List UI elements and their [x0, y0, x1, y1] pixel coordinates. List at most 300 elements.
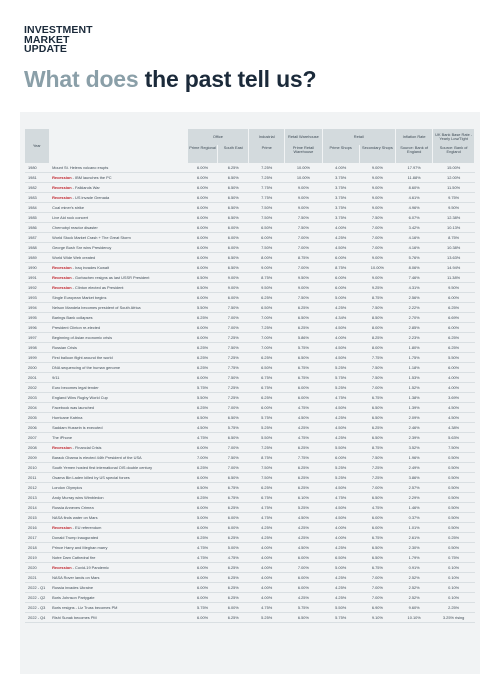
event-text: Coal miner's strike — [52, 205, 84, 210]
cell-bank-base-rate: 12.00% — [433, 173, 475, 183]
recession-tag: Recession — [52, 525, 72, 530]
cell-industrial-prime: 8.75% — [249, 273, 285, 283]
cell-office-prime-regional: 4.75% — [187, 553, 218, 563]
cell-industrial-prime: 7.75% — [249, 193, 285, 203]
table-row — [25, 483, 475, 493]
cell-office-south-east: 7.25% — [218, 383, 249, 393]
cell-office-south-east: 6.25% — [218, 573, 249, 583]
cell-industrial-prime: 4.75% — [249, 503, 285, 513]
event-text: Mount St. Helens volcano erupts — [52, 165, 109, 170]
cell-bank-base-rate: 0.50% — [433, 493, 475, 503]
cell-year: 2014 — [25, 503, 49, 513]
cell-retail-prime-shops: 4.50% — [322, 353, 359, 363]
cell-retail-prime-shops: 6.50% — [322, 553, 359, 563]
cell-retail-prime-shops: 4.50% — [322, 243, 359, 253]
cell-year: 1993 — [25, 293, 49, 303]
cell-inflation-rate: 4.96% — [396, 203, 433, 213]
cell-office-prime-regional: 4.50% — [187, 423, 218, 433]
cell-event — [49, 563, 187, 573]
cell-year: 2005 — [25, 413, 49, 423]
cell-event — [49, 233, 187, 243]
table-row — [25, 393, 475, 403]
cell-industrial-prime: 4.00% — [249, 583, 285, 593]
cell-retail-secondary-shops: 9.00% — [359, 163, 395, 173]
event-text: Donald Trump inaugurated — [52, 535, 99, 540]
event-text: - IBM launches the PC — [71, 175, 112, 180]
cell-retail-secondary-shops: 8.25% — [359, 333, 395, 343]
cell-industrial-prime: 7.75% — [249, 183, 285, 193]
cell-industrial-prime: 6.75% — [249, 373, 285, 383]
cell-event — [49, 183, 187, 193]
cell-office-prime-regional: 6.25% — [187, 403, 218, 413]
cell-year: 2017 — [25, 533, 49, 543]
cell-office-prime-regional: 6.25% — [187, 363, 218, 373]
cell-retail-prime-shops: 6.00% — [322, 283, 359, 293]
cell-inflation-rate: 8.60% — [396, 183, 433, 193]
cell-retail-warehouse-prime: 4.25% — [285, 533, 322, 543]
event-text: Boris Johnson Partygate — [52, 595, 95, 600]
cell-retail-warehouse-prime: 5.25% — [285, 503, 322, 513]
cell-office-prime-regional: 6.50% — [187, 483, 218, 493]
cell-bank-base-rate: 14.94% — [433, 263, 475, 273]
cell-industrial-prime: 7.00% — [249, 343, 285, 353]
cell-office-south-east: 6.50% — [218, 473, 249, 483]
cell-year: 2018 — [25, 543, 49, 553]
cell-retail-prime-shops: 6.00% — [322, 453, 359, 463]
cell-retail-prime-shops: 4.00% — [322, 523, 359, 533]
cell-year: 1980 — [25, 163, 49, 173]
cell-inflation-rate: 2.57% — [396, 483, 433, 493]
event-text: Rishi Sunak becomes PM — [52, 615, 97, 620]
cell-industrial-prime: 8.75% — [249, 453, 285, 463]
cell-retail-warehouse-prime: 6.25% — [285, 303, 322, 313]
table-row — [25, 423, 475, 433]
cell-bank-base-rate: 7.50% — [433, 443, 475, 453]
cell-retail-warehouse-prime: 4.25% — [285, 593, 322, 603]
cell-inflation-rate: 2.29% — [396, 493, 433, 503]
cell-year: 2000 — [25, 363, 49, 373]
cell-office-south-east: 5.00% — [218, 543, 249, 553]
cell-retail-warehouse-prime: 6.25% — [285, 463, 322, 473]
cell-retail-secondary-shops: 6.90% — [359, 603, 395, 613]
cell-industrial-prime: 5.75% — [249, 413, 285, 423]
table-row — [25, 603, 475, 613]
cell-bank-base-rate: 6.00% — [433, 323, 475, 333]
cell-retail-warehouse-prime: 6.00% — [285, 383, 322, 393]
cell-industrial-prime: 5.25% — [249, 613, 285, 623]
event-text: Nelson Mandela becomes president of South Africa — [52, 305, 141, 310]
cell-inflation-rate: 9.60% — [396, 603, 433, 613]
cell-office-south-east: 6.00% — [218, 523, 249, 533]
cell-industrial-prime: 4.75% — [249, 513, 285, 523]
cell-retail-prime-shops: 4.25% — [322, 233, 359, 243]
cell-office-south-east: 7.50% — [218, 373, 249, 383]
cell-industrial-prime: 7.25% — [249, 173, 285, 183]
cell-retail-prime-shops: 4.50% — [322, 513, 359, 523]
event-text: England Wins Rugby World Cup — [52, 395, 108, 400]
cell-retail-warehouse-prime: 9.00% — [285, 203, 322, 213]
cell-bank-base-rate: 6.25% — [433, 343, 475, 353]
cell-retail-prime-shops: 4.34% — [322, 313, 359, 323]
cell-office-prime-regional: 6.50% — [187, 273, 218, 283]
event-text: Single European Market begins — [52, 295, 107, 300]
cell-industrial-prime: 6.25% — [249, 353, 285, 363]
cell-event — [49, 443, 187, 453]
cell-retail-prime-shops: 4.50% — [322, 343, 359, 353]
cell-retail-warehouse-prime: 6.50% — [285, 353, 322, 363]
cell-inflation-rate: 2.22% — [396, 303, 433, 313]
cell-year: 1997 — [25, 333, 49, 343]
cell-year: 1988 — [25, 243, 49, 253]
cell-retail-prime-shops: 4.50% — [322, 503, 359, 513]
cell-industrial-prime: 8.00% — [249, 253, 285, 263]
cell-industrial-prime: 9.50% — [249, 283, 285, 293]
cell-retail-prime-shops: 4.75% — [322, 393, 359, 403]
cell-year: 2013 — [25, 493, 49, 503]
cell-bank-base-rate: 12.38% — [433, 213, 475, 223]
cell-retail-secondary-shops: 6.75% — [359, 393, 395, 403]
cell-event — [49, 403, 187, 413]
cell-bank-base-rate: 4.00% — [433, 373, 475, 383]
cell-bank-base-rate: 15.00% — [433, 163, 475, 173]
cell-office-south-east: 6.50% — [218, 263, 249, 273]
cell-event — [49, 293, 187, 303]
cell-year: 1995 — [25, 313, 49, 323]
cell-retail-secondary-shops: 9.00% — [359, 193, 395, 203]
cell-inflation-rate: 1.79% — [396, 553, 433, 563]
cell-office-south-east: 6.50% — [218, 173, 249, 183]
cell-office-prime-regional: 6.25% — [187, 353, 218, 363]
cell-retail-prime-shops: 5.25% — [322, 363, 359, 373]
cell-office-south-east: 6.00% — [218, 293, 249, 303]
cell-retail-warehouse-prime: 5.75% — [285, 603, 322, 613]
event-text: Osama Bin Laden killed by US special forces — [52, 475, 130, 480]
cell-inflation-rate: 1.96% — [396, 453, 433, 463]
cell-retail-secondary-shops: 8.00% — [359, 343, 395, 353]
col-header-bank-base-rate: UK Bank Base Rate - Yearly Low/Tight — [433, 129, 475, 145]
recession-tag: Recession — [52, 445, 72, 450]
cell-retail-secondary-shops: 8.75% — [359, 293, 395, 303]
cell-office-south-east: 5.75% — [218, 423, 249, 433]
cell-retail-secondary-shops: 4.75% — [359, 503, 395, 513]
cell-inflation-rate: 2.56% — [396, 293, 433, 303]
cell-industrial-prime: 4.00% — [249, 593, 285, 603]
cell-office-south-east: 6.50% — [218, 213, 249, 223]
cell-event — [49, 323, 187, 333]
cell-bank-base-rate: 11.38% — [433, 273, 475, 283]
col-header-industrial: Industrial — [249, 129, 285, 145]
cell-retail-secondary-shops: 9.00% — [359, 273, 395, 283]
cell-industrial-prime: 7.25% — [249, 163, 285, 173]
cell-year: 1981 — [25, 173, 49, 183]
cell-event — [49, 613, 187, 623]
cell-year: 2020 — [25, 563, 49, 573]
col-header-south-east: South East — [218, 145, 249, 163]
cell-retail-warehouse-prime: 4.25% — [285, 523, 322, 533]
cell-retail-warehouse-prime: 6.25% — [285, 323, 322, 333]
cell-year: 2016 — [25, 523, 49, 533]
cell-retail-secondary-shops: 6.50% — [359, 433, 395, 443]
cell-inflation-rate: 1.18% — [396, 363, 433, 373]
event-text: Russia invades Ukraine — [52, 585, 93, 590]
event-text: President Clinton re-elected — [52, 325, 101, 330]
event-text: Barings Bank collapses — [52, 315, 93, 320]
cell-event — [49, 373, 187, 383]
table-row — [25, 403, 475, 413]
cell-retail-warehouse-prime: 9.00% — [285, 283, 322, 293]
cell-office-prime-regional: 6.00% — [187, 613, 218, 623]
event-text: Boris resigns - Liz Truss becomes PM — [52, 605, 118, 610]
cell-bank-base-rate: 11.50% — [433, 183, 475, 193]
table-body — [25, 163, 475, 623]
cell-year: 1986 — [25, 223, 49, 233]
event-text: DNA sequencing of the human genome — [52, 365, 121, 370]
event-text: London Olympics — [52, 485, 83, 490]
col-header-source-inflation: Source: Bank of England — [396, 145, 433, 163]
cell-retail-prime-shops: 5.50% — [322, 603, 359, 613]
cell-retail-warehouse-prime: 7.50% — [285, 293, 322, 303]
cell-retail-warehouse-prime: 6.00% — [285, 573, 322, 583]
cell-office-prime-regional: 6.00% — [187, 173, 218, 183]
table-row — [25, 263, 475, 273]
cell-event — [49, 193, 187, 203]
cell-event — [49, 213, 187, 223]
cell-retail-warehouse-prime: 6.00% — [285, 393, 322, 403]
cell-bank-base-rate: 10.13% — [433, 223, 475, 233]
cell-office-prime-regional: 6.00% — [187, 183, 218, 193]
col-header-prime-regional: Prime Regional — [187, 145, 218, 163]
cell-office-prime-regional: 6.00% — [187, 213, 218, 223]
cell-inflation-rate: 1.46% — [396, 503, 433, 513]
cell-bank-base-rate: 4.50% — [433, 403, 475, 413]
col-header-year: Year — [25, 129, 49, 163]
cell-bank-base-rate: 9.50% — [433, 283, 475, 293]
cell-office-south-east: 4.75% — [218, 553, 249, 563]
cell-office-prime-regional: 6.00% — [187, 263, 218, 273]
cell-industrial-prime: 7.50% — [249, 203, 285, 213]
cell-industrial-prime: 6.50% — [249, 223, 285, 233]
cell-year: 2015 — [25, 513, 49, 523]
cell-retail-warehouse-prime: 6.00% — [285, 553, 322, 563]
cell-retail-prime-shops: 4.75% — [322, 493, 359, 503]
table-row — [25, 473, 475, 483]
cell-office-south-east: 6.25% — [218, 613, 249, 623]
cell-industrial-prime: 6.00% — [249, 233, 285, 243]
cell-event — [49, 463, 187, 473]
cell-year: 2022 - Q4 — [25, 613, 49, 623]
cell-retail-warehouse-prime: 5.86% — [285, 333, 322, 343]
table-row — [25, 313, 475, 323]
cell-retail-warehouse-prime: 4.50% — [285, 513, 322, 523]
cell-industrial-prime: 9.00% — [249, 263, 285, 273]
cell-industrial-prime: 6.25% — [249, 293, 285, 303]
cell-year: 1989 — [25, 253, 49, 263]
cell-bank-base-rate: 0.50% — [433, 483, 475, 493]
cell-inflation-rate: 17.97% — [396, 163, 433, 173]
cell-retail-secondary-shops: 9.00% — [359, 183, 395, 193]
cell-bank-base-rate: 6.00% — [433, 293, 475, 303]
cell-inflation-rate: 0.91% — [396, 563, 433, 573]
event-text: South Yemen hosted first international OIS double century — [52, 465, 153, 470]
event-text: Saddam Hussein is executed — [52, 425, 103, 430]
cell-bank-base-rate: 8.75% — [433, 233, 475, 243]
cell-year: 1991 — [25, 273, 49, 283]
cell-inflation-rate: 2.23% — [396, 333, 433, 343]
cell-bank-base-rate: 0.50% — [433, 463, 475, 473]
cell-office-prime-regional: 6.50% — [187, 413, 218, 423]
col-header-inflation-rate: Inflation Rate — [396, 129, 433, 145]
cell-inflation-rate: 3.52% — [396, 443, 433, 453]
cell-retail-secondary-shops: 7.25% — [359, 463, 395, 473]
cell-event — [49, 283, 187, 293]
cell-inflation-rate: 4.16% — [396, 233, 433, 243]
cell-year: 2022 - Q2 — [25, 593, 49, 603]
cell-retail-warehouse-prime: 9.00% — [285, 183, 322, 193]
cell-retail-prime-shops: 5.00% — [322, 293, 359, 303]
brand-logo — [24, 26, 93, 55]
cell-inflation-rate: 8.06% — [396, 263, 433, 273]
cell-office-south-east: 7.00% — [218, 463, 249, 473]
cell-office-south-east: 7.25% — [218, 353, 249, 363]
cell-retail-secondary-shops: 7.50% — [359, 453, 395, 463]
cell-office-prime-regional: 5.75% — [187, 383, 218, 393]
cell-inflation-rate: 1.01% — [396, 523, 433, 533]
cell-office-south-east: 6.25% — [218, 503, 249, 513]
cell-retail-secondary-shops: 9.00% — [359, 203, 395, 213]
cell-office-south-east: 7.00% — [218, 403, 249, 413]
cell-inflation-rate: 2.85% — [396, 323, 433, 333]
cell-year: 2022 - Q3 — [25, 603, 49, 613]
recession-tag: Recession — [52, 275, 72, 280]
cell-office-prime-regional: 6.25% — [187, 463, 218, 473]
cell-office-prime-regional: 6.25% — [187, 313, 218, 323]
event-text: Euro becomes legal tender — [52, 385, 99, 390]
cell-event — [49, 433, 187, 443]
cell-retail-secondary-shops: 7.50% — [359, 213, 395, 223]
cell-office-south-east: 6.50% — [218, 433, 249, 443]
event-text: - Clinton elected as President — [71, 285, 124, 290]
cell-event — [49, 583, 187, 593]
cell-event — [49, 553, 187, 563]
cell-retail-warehouse-prime: 6.75% — [285, 373, 322, 383]
cell-event — [49, 393, 187, 403]
cell-retail-secondary-shops: 6.25% — [359, 423, 395, 433]
cell-office-south-east: 6.25% — [218, 533, 249, 543]
cell-office-prime-regional: 6.25% — [187, 533, 218, 543]
event-text: - Falklands War — [71, 185, 100, 190]
cell-office-south-east: 7.00% — [218, 313, 249, 323]
cell-office-prime-regional: 6.00% — [187, 523, 218, 533]
cell-year: 2004 — [25, 403, 49, 413]
cell-industrial-prime: 4.25% — [249, 523, 285, 533]
cell-retail-prime-shops: 3.75% — [322, 193, 359, 203]
table-row — [25, 253, 475, 263]
cell-industrial-prime: 5.50% — [249, 433, 285, 443]
table-row — [25, 443, 475, 453]
cell-retail-secondary-shops: 7.25% — [359, 473, 395, 483]
cell-retail-secondary-shops: 9.00% — [359, 173, 395, 183]
recession-tag: Recession — [52, 195, 72, 200]
event-text: Prince Harry and Meghan marry — [52, 545, 108, 550]
cell-event — [49, 253, 187, 263]
cell-retail-warehouse-prime: 5.75% — [285, 343, 322, 353]
cell-inflation-rate: 7.46% — [396, 273, 433, 283]
cell-industrial-prime: 4.75% — [249, 603, 285, 613]
cell-retail-secondary-shops: 7.50% — [359, 373, 395, 383]
cell-office-south-east: 7.00% — [218, 443, 249, 453]
table-row — [25, 373, 475, 383]
cell-year: 2022 - Q1 — [25, 583, 49, 593]
table-row — [25, 503, 475, 513]
cell-bank-base-rate: 6.69% — [433, 313, 475, 323]
cell-office-south-east: 6.25% — [218, 163, 249, 173]
cell-industrial-prime: 6.50% — [249, 363, 285, 373]
table-row — [25, 293, 475, 303]
cell-retail-secondary-shops: 6.75% — [359, 533, 395, 543]
event-text: Chernobyl reactor disaster — [52, 225, 98, 230]
cell-inflation-rate: 2.61% — [396, 533, 433, 543]
recession-tag: Recession — [52, 265, 72, 270]
cell-retail-secondary-shops: 7.00% — [359, 243, 395, 253]
event-text: Russian Crisis — [52, 345, 77, 350]
table-row — [25, 513, 475, 523]
cell-retail-warehouse-prime: 7.00% — [285, 563, 322, 573]
cell-bank-base-rate: 9.50% — [433, 203, 475, 213]
cell-event — [49, 513, 187, 523]
cell-bank-base-rate: 4.38% — [433, 423, 475, 433]
cell-retail-secondary-shops: 7.00% — [359, 593, 395, 603]
cell-bank-base-rate: 4.00% — [433, 383, 475, 393]
cell-retail-secondary-shops: 6.50% — [359, 543, 395, 553]
cell-retail-warehouse-prime: 6.50% — [285, 313, 322, 323]
col-header-retail: Retail — [322, 129, 395, 145]
recession-tag: Recession — [52, 285, 72, 290]
cell-industrial-prime: 4.00% — [249, 563, 285, 573]
cell-industrial-prime: 7.25% — [249, 443, 285, 453]
cell-office-south-east: 9.00% — [218, 273, 249, 283]
cell-bank-base-rate: 0.25% — [433, 533, 475, 543]
col-header-retail-warehouse: Retail Warehouse — [285, 129, 322, 145]
cell-event — [49, 503, 187, 513]
table-row — [25, 323, 475, 333]
cell-office-south-east: 6.50% — [218, 413, 249, 423]
cell-office-prime-regional: 6.00% — [187, 193, 218, 203]
cell-bank-base-rate: 0.10% — [433, 583, 475, 593]
cell-bank-base-rate: 13.63% — [433, 253, 475, 263]
event-text: - Gorbachev resigns as last USSR President — [71, 275, 150, 280]
cell-retail-prime-shops: 4.25% — [322, 303, 359, 313]
cell-retail-warehouse-prime: 8.75% — [285, 253, 322, 263]
cell-event — [49, 413, 187, 423]
cell-inflation-rate: 2.09% — [396, 413, 433, 423]
cell-bank-base-rate: 0.10% — [433, 563, 475, 573]
cell-inflation-rate: 1.75% — [396, 353, 433, 363]
event-text: NASA finds water on Mars — [52, 515, 98, 520]
cell-inflation-rate: 2.52% — [396, 593, 433, 603]
event-text: First balloon flight around the world — [52, 355, 113, 360]
cell-inflation-rate: 2.49% — [396, 463, 433, 473]
cell-retail-secondary-shops: 7.00% — [359, 583, 395, 593]
cell-inflation-rate: 1.80% — [396, 343, 433, 353]
cell-retail-secondary-shops: 8.00% — [359, 323, 395, 333]
event-text: Facebook was launched — [52, 405, 95, 410]
cell-office-prime-regional: 6.00% — [187, 503, 218, 513]
cell-inflation-rate: 2.52% — [396, 583, 433, 593]
cell-retail-warehouse-prime: 6.75% — [285, 363, 322, 373]
cell-event — [49, 363, 187, 373]
col-header-prime: Prime — [249, 145, 285, 163]
cell-office-south-east: 7.75% — [218, 363, 249, 373]
